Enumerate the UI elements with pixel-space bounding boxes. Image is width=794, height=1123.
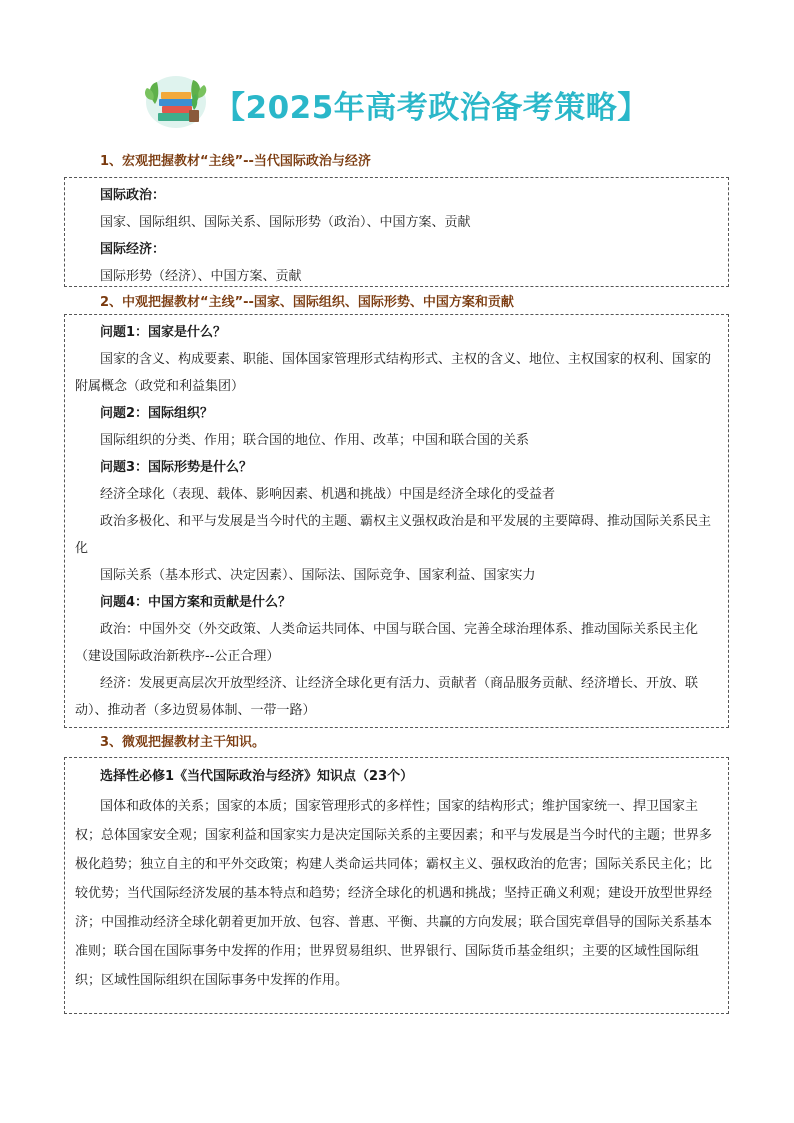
question-4-text-2: 经济：发展更高层次开放型经济、让经济全球化更有活力、贡献者（商品服务贡献、经济增长、开放、联动）、推动者（多边贸易体制、一带一路） — [75, 676, 699, 718]
question-4: 问题4：中国方案和贡献是什么？ — [100, 595, 292, 610]
page-header — [0, 70, 794, 140]
section-2-box — [64, 314, 729, 728]
section-1-box — [64, 177, 729, 287]
question-2: 问题2：国际组织？ — [100, 406, 214, 421]
economy-text: 国际形势（经济）、中国方案、贡献 — [100, 269, 302, 284]
economy-label: 国际经济： — [100, 242, 166, 257]
politics-label: 国际政治： — [100, 188, 166, 203]
section-1-heading: 1、宏观把握教材“主线”--当代国际政治与经济 — [100, 154, 371, 169]
section-3-text: 国体和政体的关系；国家的本质；国家管理形式的多样性；国家的结构形式；维护国家统一、捍卫国家主权；总体国家安全观；国家利益和国家实力是决定国际关系的主要因素；和平与发展是当今时代的主题；世界多极化趋势；独立自主的和平外交政策；构建人类命运共同体；霸权主义、强权政治的危害；国际关系民主化；比较优势；当代国际经济发展的基本特点和趋势；经济全球化的机遇和挑战；坚持正确义利观；建设开放型世界经济；中国推动经济全球化朝着更加开放、包容、普惠、平衡、共赢的方向发展；联合国宪章倡导的国际关系基本准则；联合国在国际事务中发挥的作用；世界贸易组织、世界银行、国际货币基金组织；主要的区域性国际组织；区域性国际组织在国际事务中发挥的作用。 — [75, 799, 713, 988]
section-3-heading: 3、微观把握教材主干知识。 — [100, 735, 266, 750]
question-1: 问题1：国家是什么？ — [100, 325, 227, 340]
question-2-text: 国际组织的分类、作用；联合国的地位、作用、改革；中国和联合国的关系 — [100, 433, 530, 448]
question-3-text-1: 经济全球化（表现、载体、影响因素、机遇和挑战）中国是经济全球化的受益者 — [100, 487, 556, 502]
section-3-box — [64, 757, 729, 1014]
books-plant-icon — [143, 74, 209, 130]
page-title: 【2025年高考政治备考策略】 — [214, 90, 649, 126]
question-3-text-2: 政治多极化、和平与发展是当今时代的主题、霸权主义强权政治是和平发展的主要障碍、推动国际关系民主化 — [75, 514, 712, 556]
politics-text: 国家、国际组织、国际关系、国际形势（政治）、中国方案、贡献 — [100, 215, 471, 230]
question-3: 问题3：国际形势是什么？ — [100, 460, 253, 475]
question-3-text-3: 国际关系（基本形式、决定因素）、国际法、国际竞争、国家利益、国家实力 — [100, 568, 536, 583]
section-2-heading: 2、中观把握教材“主线”--国家、国际组织、国际形势、中国方案和贡献 — [100, 295, 514, 310]
section-3-subtitle: 选择性必修1《当代国际政治与经济》知识点（23个） — [100, 769, 414, 784]
question-4-text-1: 政治：中国外交（外交政策、人类命运共同体、中国与联合国、完善全球治理体系、推动国际关系民主化（建设国际政治新秩序--公正合理） — [75, 622, 699, 664]
question-1-text: 国家的含义、构成要素、职能、国体国家管理形式结构形式、主权的含义、地位、主权国家的权利、国家的附属概念（政党和利益集团） — [75, 352, 712, 394]
